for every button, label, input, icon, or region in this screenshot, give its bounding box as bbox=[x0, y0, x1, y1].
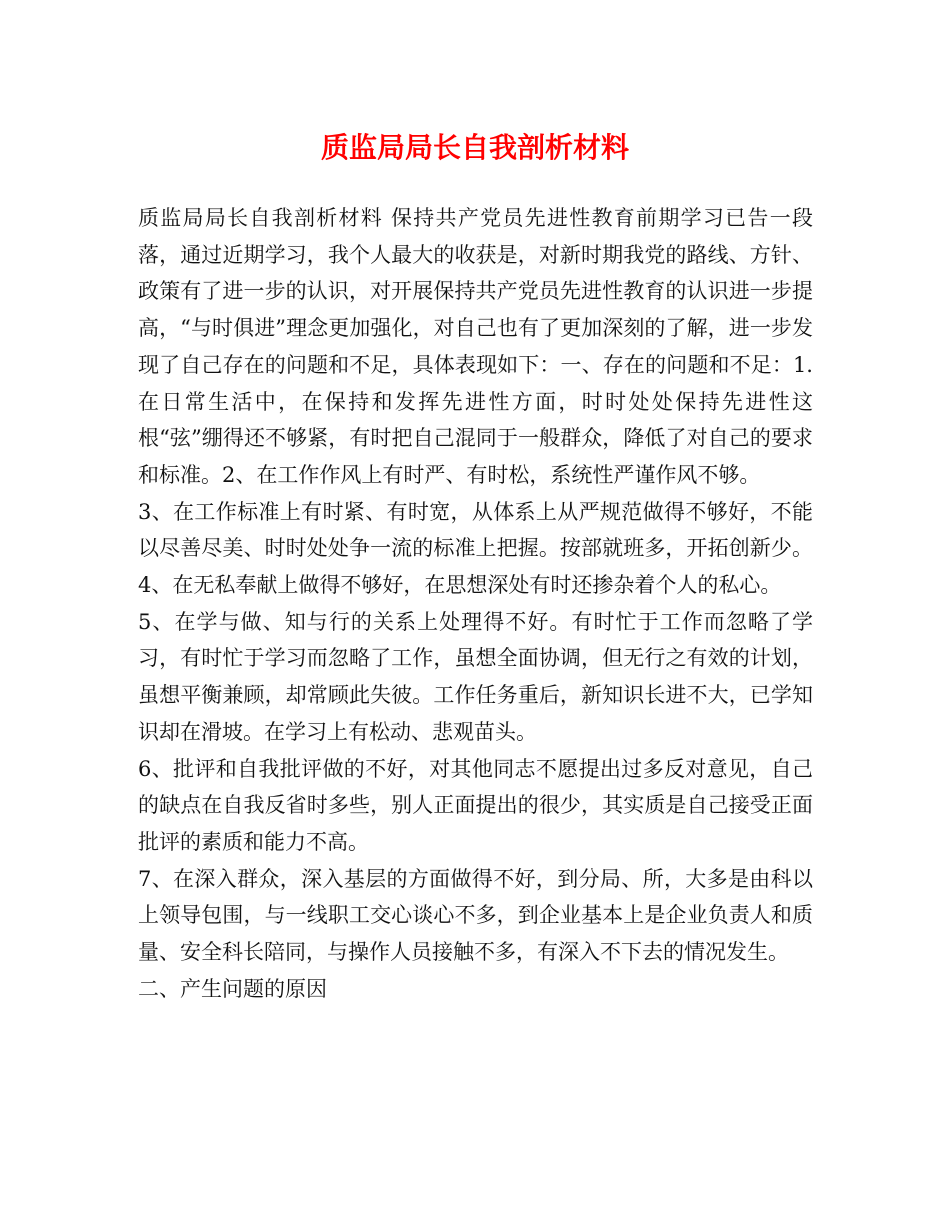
paragraph-item-5: 5、在学与做、知与行的关系上处理得不好。有时忙于工作而忽略了学习，有时忙于学习而忽略了工作，虽想全面协调，但无行之有效的计划，虽想平衡兼顾，却常顾此失彼。工作任务重后，新知识长进不大，已学知识却在滑坡。在学习上有松动、悲观苗头。 bbox=[138, 609, 813, 744]
paragraph-item-6: 6、批评和自我批评做的不好，对其他同志不愿提出过多反对意见，自己的缺点在自我反省时多些，别人正面提出的很少，其实质是自己接受正面批评的素质和能力不高。 bbox=[138, 756, 813, 854]
document-title: 质监局局长自我剖析材料 bbox=[320, 131, 629, 164]
section-heading-causes: 二、产生问题的原因 bbox=[138, 976, 327, 1001]
paragraph-item-3-4: 3、在工作标准上有时紧、有时宽，从体系上从严规范做得不够好，不能以尽善尽美、时时处处争一流的标准上把握。按部就班多，开拓创新少。4、在无私奉献上做得不够好，在思想深处有时还掺杂着个人的私心。 bbox=[138, 499, 813, 598]
paragraph-item-7: 7、在深入群众，深入基层的方面做得不好，到分局、所，大多是由科以上领导包围，与一线职工交心谈心不多，到企业基本上是企业负责人和质量、安全科长陪同，与操作人员接触不多，有深入不下去的情况发生。 bbox=[138, 866, 813, 965]
paragraph-intro: 质监局局长自我剖析材料 保持共产党员先进性教育前期学习已告一段落，通过近期学习，我个人最大的收获是，对新时期我党的路线、方针、政策有了进一步的认识，对开展保持共产党员先进性教育的认识进一步提高，“与时俱进”理念更加强化，对自己也有了更加深刻的了解，进一步发现了自己存在的问题和不足，具体表现如下：一、存在的问题和不足：1.在日常生活中，在保持和发挥先进性方面，时时处处保持先进性这根“弦”绷得还不够紧，有时把自己混同于一般群众，降低了对自己的要求和标准。2、在工作作风上有时严、有时松，系统性严谨作风不够。 bbox=[138, 206, 813, 487]
document-body bbox=[138, 200, 813, 1007]
